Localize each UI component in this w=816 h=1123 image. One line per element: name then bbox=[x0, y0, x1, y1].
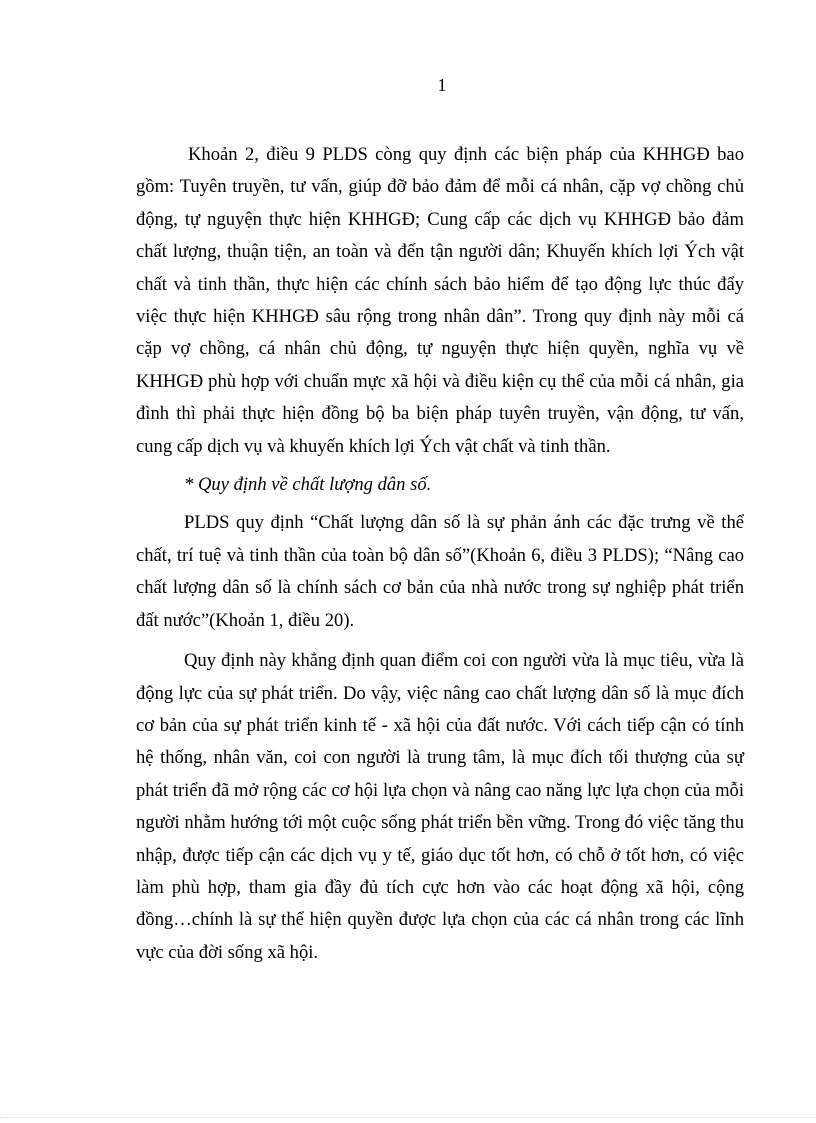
page-number: 1 bbox=[437, 75, 447, 95]
document-body bbox=[136, 139, 744, 969]
paragraph-family-planning-measures: Khoản 2, điều 9 PLDS còng quy định các biện pháp của KHHGĐ bao gồm: Tuyên truyền, tư vấn, giúp đỡ bảo đảm để mỗi cá nhân, cặp vợ chồng chủ động, tự nguyện thực hiện KHHGĐ; Cung cấp các dịch vụ KHHGĐ bảo đảm chất lượng, thuận tiện, an toàn và đến tận người dân; Khuyến khích lợi Ých vật chất và tinh thần, thực hiện các chính sách bảo hiểm để tạo động lực thúc đẩy việc thực hiện KHHGĐ sâu rộng trong nhân dân”. Trong quy định này mỗi cá cặp vợ chồng, cá nhân chủ động, tự nguyện thực hiện quyền, nghĩa vụ về KHHGĐ phù hợp với chuẩn mực xã hội và điều kiện cụ thể của mỗi cá nhân, gia đình thì phải thực hiện đồng bộ ba biện pháp tuyên truyền, vận động, tư vấn, cung cấp dịch vụ và khuyến khích lợi Ých vật chất và tinh thần. bbox=[136, 144, 744, 457]
paragraph-development-viewpoint: Quy định này khẳng định quan điểm coi con người vừa là mục tiêu, vừa là động lực của sự phát triển. Do vậy, việc nâng cao chất lượng dân số là mục đích cơ bản của sự phát triển kinh tế - xã hội của đất nước. Với cách tiếp cận có tính hệ thống, nhân văn, coi con người là trung tâm, là mục đích tối thượng của sự phát triển đã mở rộng các cơ hội lựa chọn và nâng cao năng lực lựa chọn của mỗi người nhằm hướng tới một cuộc sống phát triển bền vững. Trong đó việc tăng thu nhập, được tiếp cận các dịch vụ y tế, giáo dục tốt hơn, có chỗ ở tốt hơn, có việc làm phù hợp, tham gia đầy đủ tích cực hơn vào các hoạt động xã hội, cộng đồng…chính là sự thể hiện quyền được lựa chọn của các cá nhân trong các lĩnh vực của đời sống xã hội. bbox=[136, 650, 744, 963]
section-heading-population-quality: * Quy định về chất lượng dân số. bbox=[184, 474, 432, 496]
paragraph-population-quality-definition: PLDS quy định “Chất lượng dân số là sự phản ánh các đặc trưng về thể chất, trí tuệ và tinh thần của toàn bộ dân số”(Khoản 6, điều 3 PLDS); “Nâng cao chất lượng dân số là chính sách cơ bản của nhà nước trong sự nghiệp phát triển đất nước”(Khoản 1, điều 20). bbox=[136, 512, 744, 631]
page-bottom-border bbox=[0, 1117, 816, 1118]
